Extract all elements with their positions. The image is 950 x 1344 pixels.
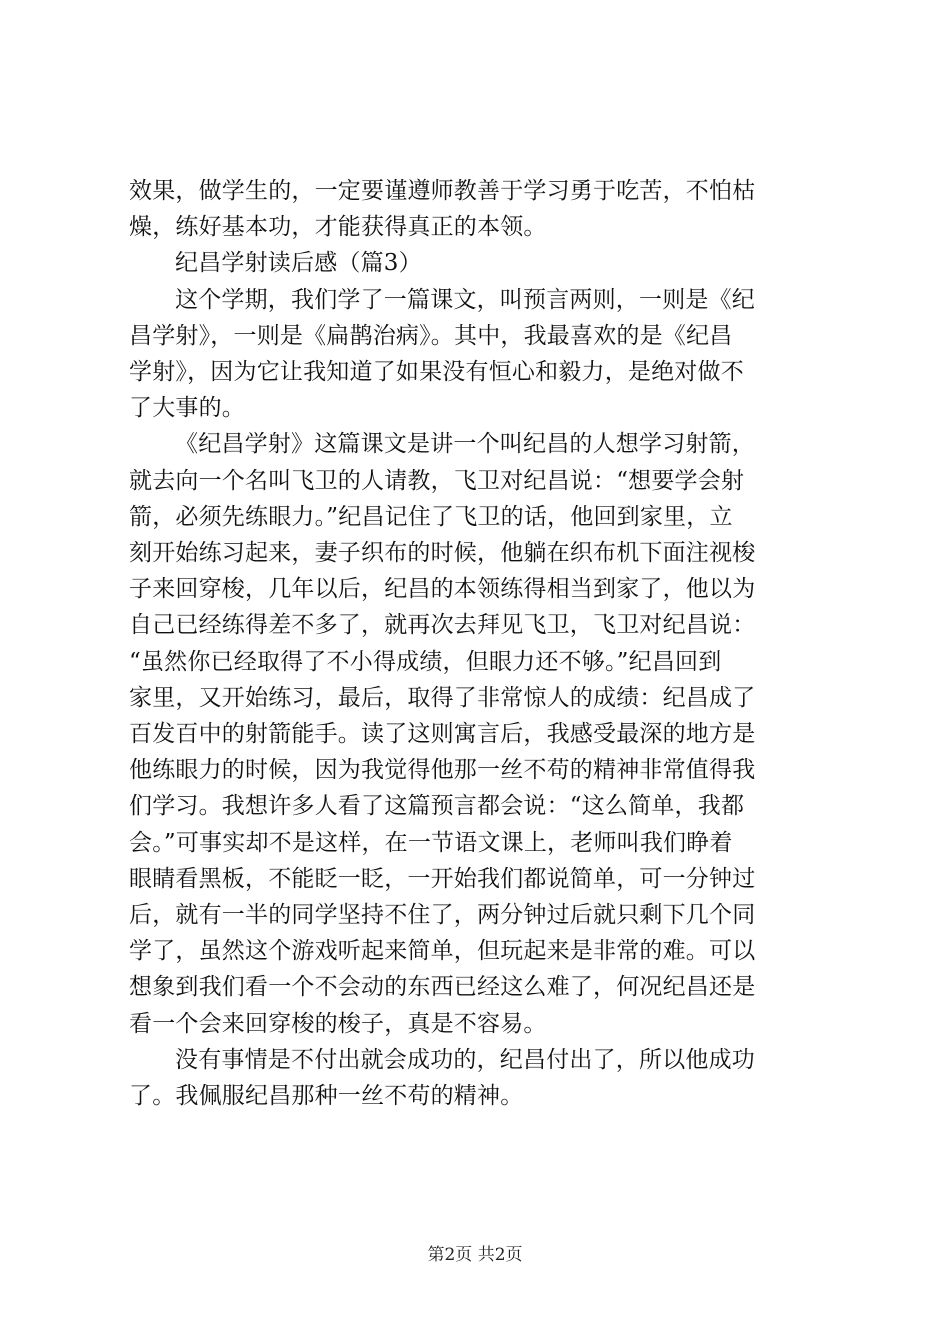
paragraph-line: 他练眼力的时候，因为我觉得他那一丝不苟的精神非常值得我 [129,757,756,784]
paragraph-line: 看一个会来回穿梭的梭子，真是不容易。 [129,1010,547,1037]
paragraph-line: 会。”可事实却不是这样，在一节语文课上，老师叫我们睁着 [129,829,733,856]
paragraph-4 [129,1042,839,1114]
paragraph-line: 自己已经练得差不多了，就再次去拜见飞卫，飞卫对纪昌说： [129,612,756,639]
paragraph-line: 想象到我们看一个不会动的东西已经这么难了，何况纪昌还是 [129,974,756,1001]
paragraph-line: 百发百中的射箭能手。读了这则寓言后，我感受最深的地方是 [129,721,756,748]
paragraph-2 [129,282,839,427]
paragraph-line: 了。我佩服纪昌那种一丝不苟的精神。 [129,1083,524,1110]
paragraph-line: 学了，虽然这个游戏听起来简单，但玩起来是非常的难。可以 [129,938,756,965]
paragraph-line: 就去向一个名叫飞卫的人请教，飞卫对纪昌说：“想要学会射 [129,467,745,494]
paragraph-line: 箭，必须先练眼力。”纪昌记住了飞卫的话，他回到家里，立 [129,503,733,530]
page-number: 第2页 共2页 [427,1245,523,1265]
paragraph-line: 昌学射》，一则是《扁鹊治病》。其中，我最喜欢的是《纪昌 [129,322,733,349]
paragraph-line: 后，就有一半的同学坚持不住了，两分钟过后就只剩下几个同 [129,902,756,929]
paragraph-line: 们学习。我想许多人看了这篇预言都会说：“这么简单，我都 [129,793,745,820]
paragraph-line: 家里，又开始练习，最后，取得了非常惊人的成绩：纪昌成了 [129,684,756,711]
paragraph-line: 子来回穿梭，几年以后，纪昌的本领练得相当到家了，他以为 [129,576,756,603]
paragraph-line: “虽然你已经取得了不小得成绩，但眼力还不够。”纪昌回到 [129,648,722,675]
paragraph-line: 刻开始练习起来，妻子织布的时候，他躺在织布机下面注视梭 [129,540,756,567]
paragraph-3 [129,426,839,1041]
section-heading-text: 纪昌学射读后感（篇3） [175,250,422,277]
document-body [129,173,839,1114]
paragraph-line: 效果，做学生的，一定要谨遵师教善于学习勇于吃苦，不怕枯 [129,178,756,204]
paragraph-line: 《纪昌学射》这篇课文是讲一个叫纪昌的人想学习射箭， [175,431,755,458]
section-heading [129,245,839,281]
paragraph-line: 没有事情是不付出就会成功的，纪昌付出了，所以他成功 [175,1046,755,1073]
paragraph-line: 燥，练好基本功，才能获得真正的本领。 [129,214,547,241]
paragraph-line: 眼睛看黑板，不能眨一眨，一开始我们都说简单，可一分钟过 [129,865,756,892]
paragraph-1 [129,173,839,245]
paragraph-line: 这个学期，我们学了一篇课文，叫预言两则，一则是《纪 [175,286,755,313]
paragraph-line: 学射》，因为它让我知道了如果没有恒心和毅力，是绝对做不 [129,359,744,386]
paragraph-line: 了大事的。 [129,395,245,422]
